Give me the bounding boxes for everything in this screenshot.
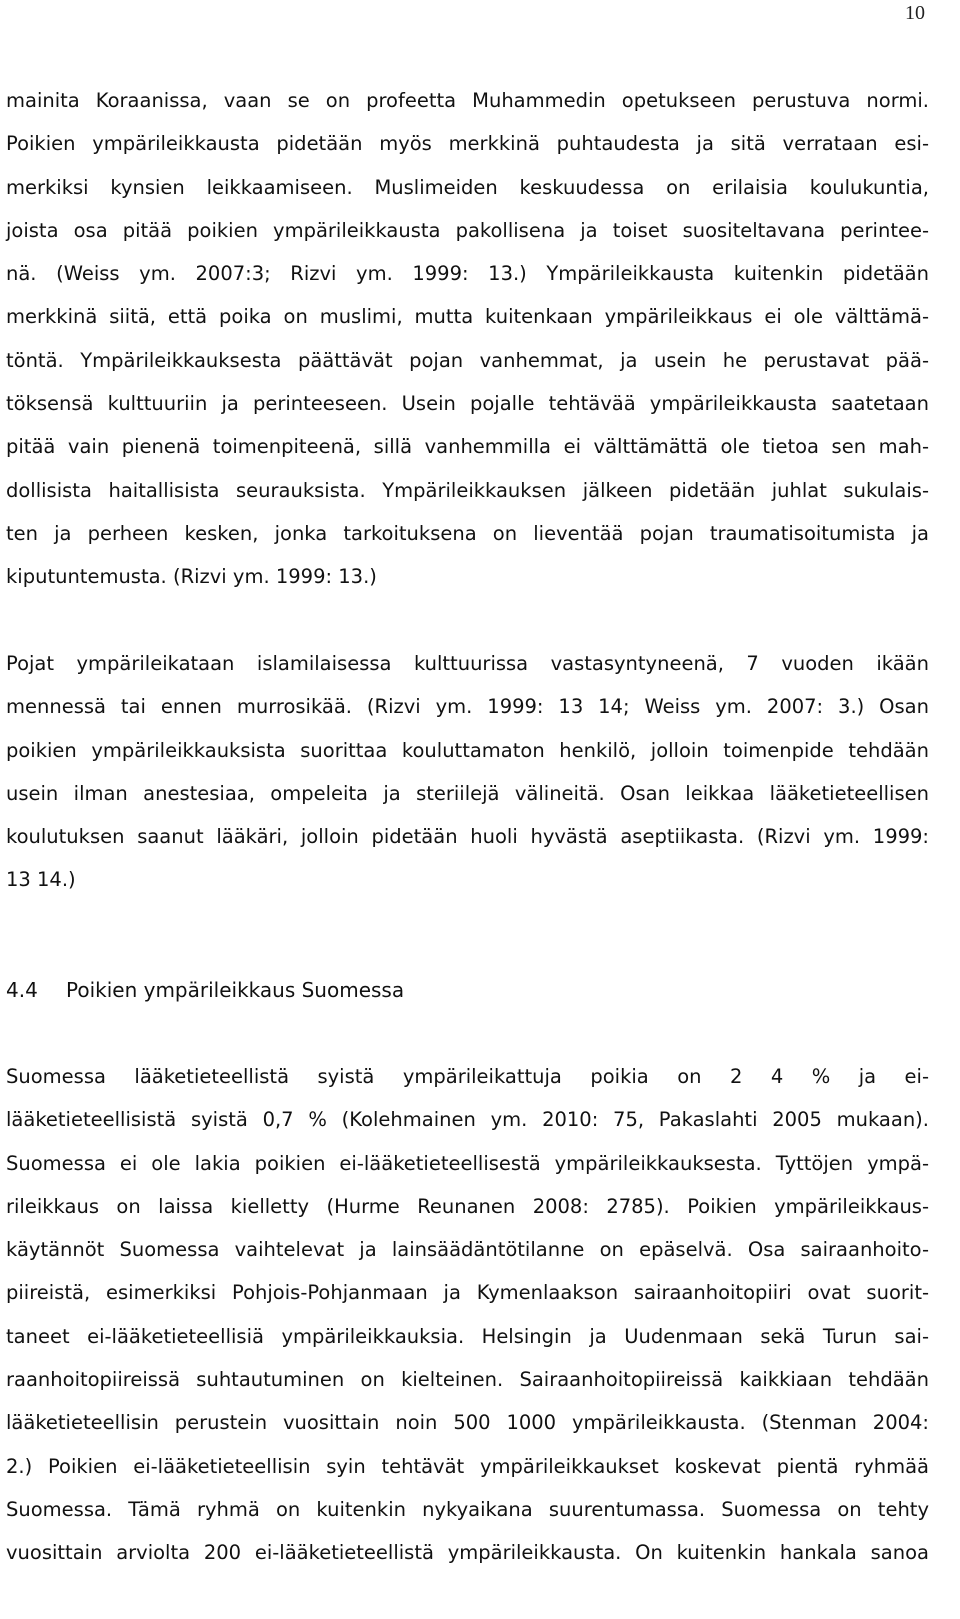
- text-line: Suomessa lääketieteellistä syistä ympärileikattuja poikia on 2 4 % ja ei-: [6, 1065, 929, 1088]
- text-line: rileikkaus on laissa kielletty (Hurme Reunanen 2008: 2785). Poikien ympärileikkaus-: [6, 1194, 929, 1218]
- text-line: mainita Koraanissa, vaan se on profeetta Muhammedin opetukseen perustuva normi.: [6, 89, 929, 112]
- paragraph-3: [6, 1055, 929, 1575]
- text-line: piireistä, esimerkiksi Pohjois-Pohjanmaan ja Kymenlaakson sairaanhoitopiiri ovat suorit-: [6, 1281, 929, 1305]
- text-line: raanhoitopiireissä suhtautuminen on kielteinen. Sairaanhoitopiireissä kaikkiaan tehdään: [6, 1368, 929, 1392]
- text-line: töksensä kulttuuriin ja perinteeseen. Usein pojalle tehtävää ympärileikkausta saatetaan: [6, 392, 929, 416]
- text-line: Pojat ympärileikataan islamilaisessa kulttuurissa vastasyntyneenä, 7 vuoden ikään: [6, 652, 929, 675]
- text-line: merkiksi kynsien leikkaamiseen. Muslimeiden keskuudessa on erilaisia koulukuntia,: [6, 175, 929, 199]
- text-line: 2.) Poikien ei-lääketieteellisin syin tehtävät ympärileikkaukset koskevat pientä ryhmää: [6, 1454, 929, 1478]
- section-heading: [6, 970, 404, 1010]
- text-line: lääketieteellisistä syistä 0,7 % (Kolehmainen ym. 2010: 75, Pakaslahti 2005 mukaan).: [6, 1108, 929, 1132]
- paragraph-2: [6, 642, 929, 902]
- section-title: Poikien ympärileikkaus Suomessa: [66, 978, 405, 1002]
- text-line: pitää vain pienenä toimenpiteenä, sillä vanhemmilla ei välttämättä ole tietoa sen mah-: [6, 435, 929, 459]
- text-line: Poikien ympärileikkausta pidetään myös merkkinä puhtaudesta ja sitä verrataan esi-: [6, 132, 929, 156]
- text-line: koulutuksen saanut lääkäri, jolloin pidetään huoli hyvästä aseptiikasta. (Rizvi ym. 1999:: [6, 825, 929, 849]
- page-number: 10: [905, 2, 925, 24]
- text-line: 13 14.): [6, 868, 76, 892]
- text-line: usein ilman anestesiaa, ompeleita ja steriilejä välineitä. Osan leikkaa lääketieteellisen: [6, 781, 929, 805]
- text-line: töntä. Ympärileikkauksesta päättävät pojan vanhemmat, ja usein he perustavat pää-: [6, 348, 929, 372]
- text-line: kiputuntemusta. (Rizvi ym. 1999: 13.): [6, 565, 377, 589]
- text-line: mennessä tai ennen murrosikää. (Rizvi ym. 1999: 13 14; Weiss ym. 2007: 3.) Osan: [6, 695, 929, 719]
- text-line: dollisista haitallisista seurauksista. Ympärileikkauksen jälkeen pidetään juhlat sukulais-: [6, 478, 929, 502]
- text-line: Suomessa. Tämä ryhmä on kuitenkin nykyaikana suurentumassa. Suomessa on tehty: [6, 1497, 929, 1521]
- text-line: Suomessa ei ole lakia poikien ei-lääketieteellisestä ympärileikkauksesta. Tyttöjen ympä-: [6, 1151, 929, 1175]
- text-line: poikien ympärileikkauksista suorittaa kouluttamaton henkilö, jolloin toimenpide tehdään: [6, 738, 929, 762]
- text-line: vuosittain arviolta 200 ei-lääketieteellistä ympärileikkausta. On kuitenkin hankala sanoa: [6, 1541, 929, 1565]
- text-line: joista osa pitää poikien ympärileikkausta pakollisena ja toiset suositeltavana perintee-: [6, 218, 929, 242]
- paragraph-1: [6, 79, 929, 599]
- section-number: 4.4: [6, 978, 38, 1002]
- text-line: ten ja perheen kesken, jonka tarkoituksena on lieventää pojan traumatisoitumista ja: [6, 521, 929, 545]
- text-line: lääketieteellisin perustein vuosittain noin 500 1000 ympärileikkausta. (Stenman 2004:: [6, 1411, 929, 1435]
- text-line: taneet ei-lääketieteellisiä ympärileikkauksia. Helsingin ja Uudenmaan sekä Turun sai-: [6, 1324, 929, 1348]
- text-line: merkkinä siitä, että poika on muslimi, mutta kuitenkaan ympärileikkaus ei ole välttämä-: [6, 305, 929, 329]
- text-line: nä. (Weiss ym. 2007:3; Rizvi ym. 1999: 13.) Ympärileikkausta kuitenkin pidetään: [6, 262, 929, 286]
- text-line: käytännöt Suomessa vaihtelevat ja lainsäädäntötilanne on epäselvä. Osa sairaanhoito-: [6, 1238, 929, 1262]
